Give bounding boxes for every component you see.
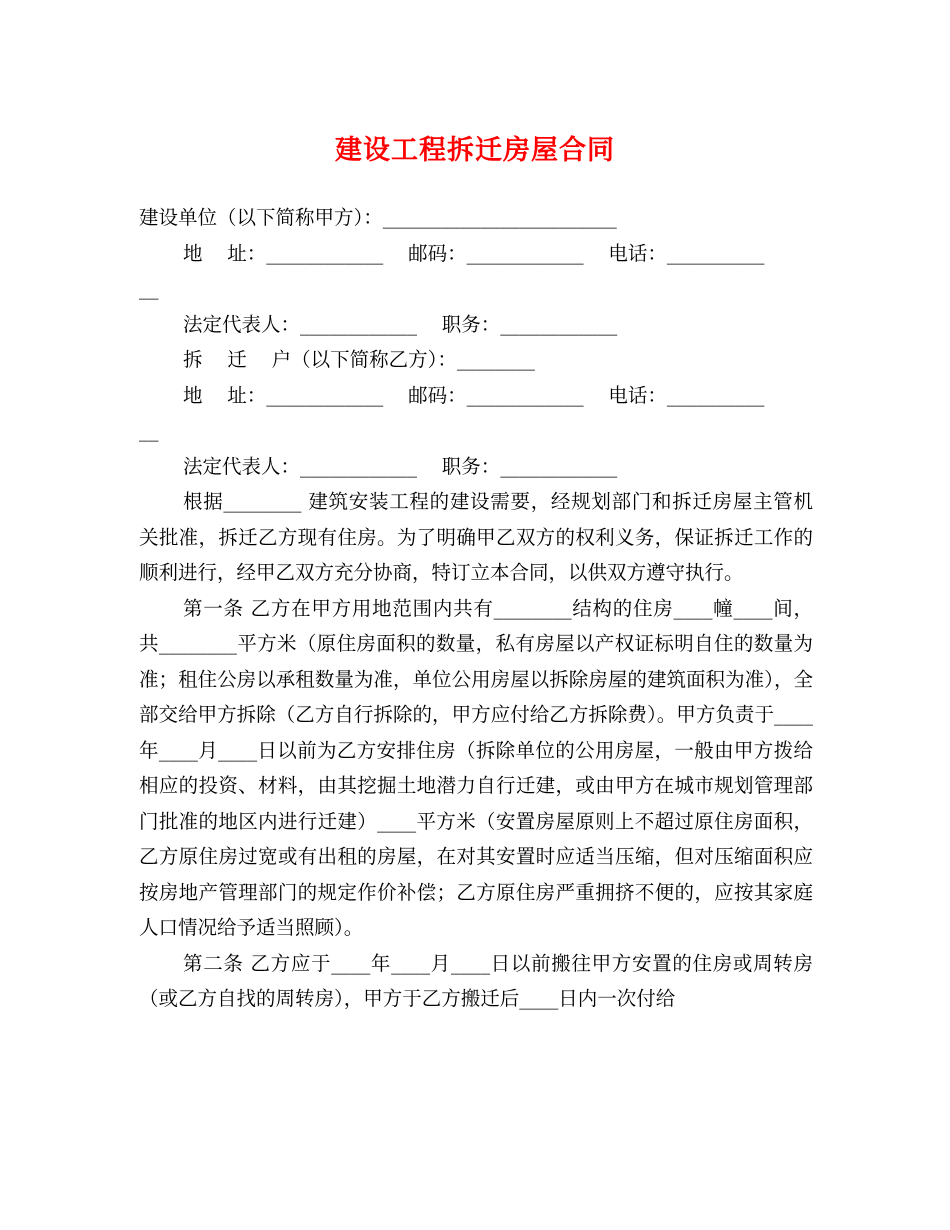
article-1-paragraph: 第一条 乙方在甲方用地范围内共有________结构的住房____幢____间，共________平方米（原住房面积的数量，私有房屋以产权证标明自住的数量为准；租住公房以承租数量为准，单位公用房屋以拆除房屋的建筑面积为准），全部交给甲方拆除（乙方自行拆除的，甲方应付给乙方拆除费）。甲方负责于____年____月____日以前为乙方安排住房（拆除单位的公用房屋，一般由甲方拨给相应的投资、材料，由其挖掘土地潜力自行迁建，或由甲方在城市规划管理部门批准的地区内进行迁建）____平方米（安置房屋原则上不超过原住房面积，乙方原住房过宽或有出租的房屋，在对其安置时应适当压缩，但对压缩面积应按房地产管理部门的规定作价补偿；乙方原住房严重拥挤不便的，应按其家庭人口情况给予适当照顾）。 [139, 596, 813, 939]
party-a-address-wrap: __ [139, 277, 159, 300]
party-b-address-wrap: __ [139, 419, 159, 442]
party-a-address-line: 地 址：____________ 邮码：____________ 电话：__________ [183, 241, 765, 265]
document-title: 建设工程拆迁房屋合同 [335, 135, 615, 166]
article-2-paragraph: 第二条 乙方应于____年____月____日以前搬往甲方安置的住房或周转房（或乙方自找的周转房），甲方于乙方搬迁后____日内一次付给 [139, 951, 813, 1010]
preamble-paragraph: 根据________ 建筑安装工程的建设需要，经规划部门和拆迁房屋主管机关批准，拆迁乙方现有住房。为了明确甲乙双方的权利义务，保证拆迁工作的顺利进行，经甲乙双方充分协商，特订立本合同，以供双方遵守执行。 [139, 490, 813, 584]
party-b-address-line: 地 址：____________ 邮码：____________ 电话：__________ [183, 383, 765, 407]
contract-body [139, 200, 813, 1017]
party-b-representative-line: 法定代表人：____________ 职务：____________ [183, 454, 618, 478]
party-a-line: 建设单位（以下简称甲方）：________________________ [139, 206, 617, 229]
party-b-line: 拆 迁 户（以下简称乙方）：________ [183, 348, 535, 371]
party-a-representative-line: 法定代表人：____________ 职务：____________ [183, 312, 618, 336]
